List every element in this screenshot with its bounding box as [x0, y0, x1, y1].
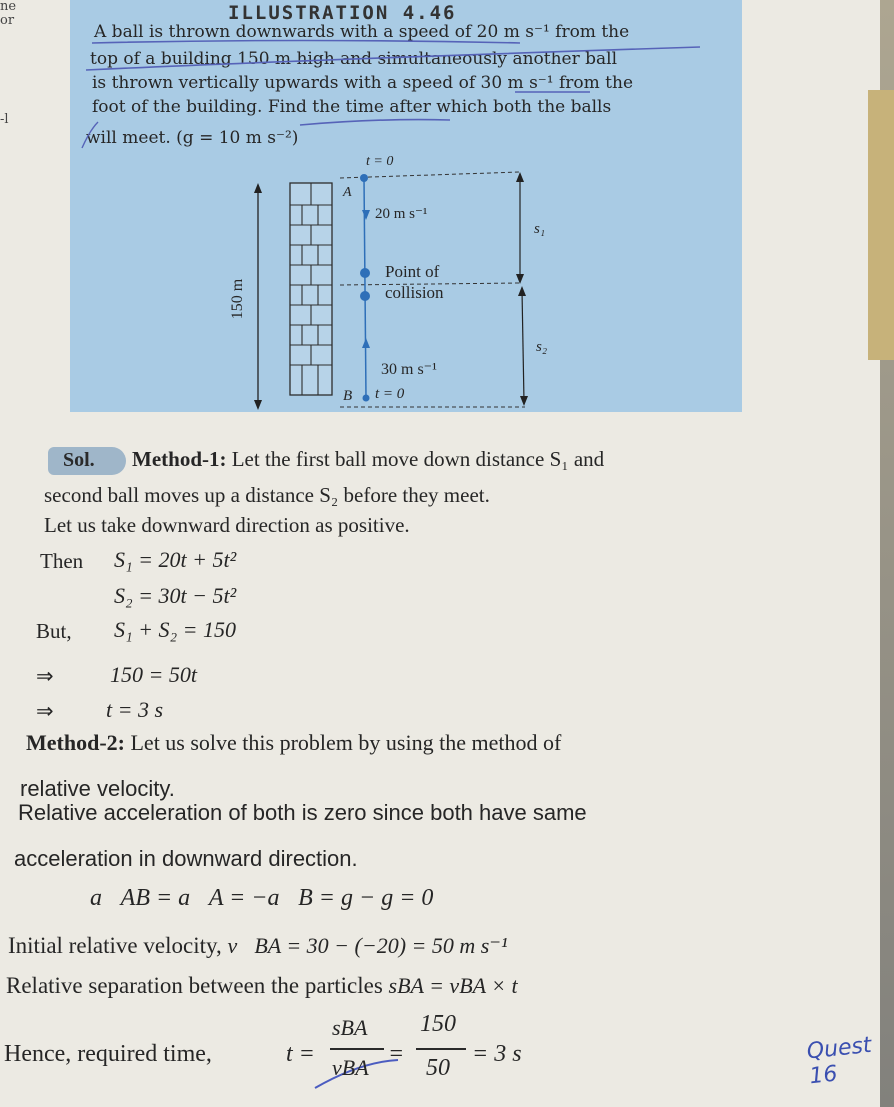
equation-2: S₂ = 30t − 5t²: [114, 583, 237, 608]
corner-text-2: or: [0, 13, 15, 28]
fraction-lhs: t =: [286, 1041, 315, 1067]
question-line-5: will meet. (g = 10 m s⁻²): [86, 128, 299, 148]
question-line-2: top of a building 150 m high and simultaneously another ball: [90, 49, 618, 69]
fraction-result: = 3 s: [472, 1041, 522, 1067]
fraction-1-bar: [330, 1048, 384, 1050]
label-a: A: [343, 185, 352, 200]
sol-label: Sol.: [63, 449, 95, 471]
relative-separation-line: [6, 973, 518, 999]
equation-5: t = 3 s: [106, 697, 164, 722]
implies-2: ⇒: [36, 699, 54, 723]
initial-velocity-line: [8, 933, 508, 959]
equation-4: 150 = 50t: [110, 662, 197, 687]
corner-text-3: -l: [0, 112, 9, 127]
but-label: But,: [36, 619, 72, 643]
then-label: Then: [40, 549, 84, 573]
label-collision-2: collision: [385, 283, 444, 302]
label-s1: s₁: [534, 221, 546, 237]
fraction-2-bar: [416, 1048, 466, 1050]
equation-6: a⃗AB = a⃗A = −a⃗B = g − g = 0: [90, 885, 434, 911]
label-t-bottom: t = 0: [375, 386, 405, 402]
fraction-1-numerator: sBA: [332, 1015, 368, 1040]
handwritten-note: Quest 16: [805, 1032, 873, 1090]
label-b: B: [343, 388, 353, 404]
method1-line-1: [132, 447, 604, 472]
label-speed-up: 30 m s⁻¹: [381, 361, 437, 378]
question-line-1: A ball is thrown downwards with a speed of 20 m s⁻¹ from the: [94, 22, 630, 42]
method2-text-2: relative velocity.: [20, 776, 175, 801]
label-s2: s₂: [536, 339, 548, 355]
method1-text-2: second ball moves up a distance S₂ before they meet.: [44, 483, 490, 507]
hence-label: Hence, required time,: [4, 1041, 212, 1067]
label-t-top: t = 0: [366, 154, 394, 169]
label-collision-1: Point of: [385, 262, 440, 281]
implies-1: ⇒: [36, 664, 54, 688]
question-line-3: is thrown vertically upwards with a speed of 30 m s⁻¹ from the: [92, 73, 634, 93]
relative-separation-label: Relative separation between the particles: [6, 973, 389, 998]
method1-text-1: Let the first ball move down distance S₁ and: [226, 447, 605, 471]
method2-heading: Method-2:: [26, 730, 125, 755]
label-height: 150 m: [229, 278, 247, 320]
equation-8: sBA = vBA × t: [388, 973, 518, 998]
method2-text-3: Relative acceleration of both is zero since both have same: [18, 800, 587, 825]
method1-text-3: Let us take downward direction as positive.: [44, 513, 410, 537]
corner-text-1: ne: [0, 0, 17, 14]
question-line-4: foot of the building. Find the time after which both the balls: [92, 97, 612, 117]
fraction-1-denominator: vBA: [332, 1055, 369, 1080]
method1-heading: Method-1:: [132, 447, 227, 471]
method2-text-1: Let us solve this problem by using the method of: [124, 730, 562, 755]
illustration-title: ILLUSTRATION 4.46: [228, 2, 457, 24]
fraction-2-denominator: 50: [426, 1055, 450, 1081]
method2-text-4: acceleration in downward direction.: [14, 846, 358, 871]
fraction-equals: =: [388, 1041, 405, 1067]
equation-3: S₁ + S₂ = 150: [114, 617, 236, 642]
equation-7: v⃗BA = 30 − (−20) = 50 m s⁻¹: [227, 933, 508, 958]
initial-velocity-label: Initial relative velocity,: [8, 933, 228, 958]
method2-line-1: [26, 730, 561, 756]
equation-1: S₁ = 20t + 5t²: [114, 547, 237, 572]
fraction-2-numerator: 150: [420, 1011, 456, 1037]
label-speed-down: 20 m s⁻¹: [375, 206, 428, 222]
